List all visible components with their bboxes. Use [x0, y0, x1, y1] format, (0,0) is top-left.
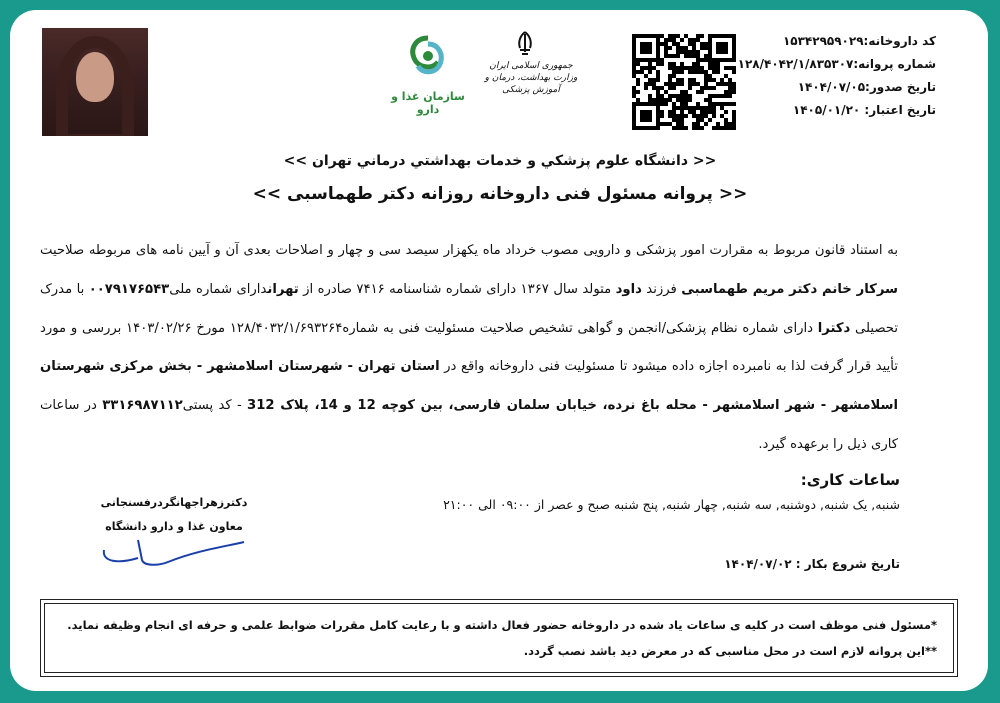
degree: دکترا — [817, 320, 851, 336]
holder-name: سرکار خانم دکتر مریم طهماسبی — [681, 281, 898, 297]
ministry-line2: وزارت بهداشت، درمان و آموزش پزشکی — [484, 73, 578, 95]
body-p3: متولد سال ۱۳۶۷ دارای شماره شناسنامه ۷۴۱۶ صادره از — [298, 281, 616, 297]
notes-inner-border — [44, 603, 954, 673]
father-name: داود — [615, 281, 642, 297]
birth-city: تهران — [267, 281, 299, 297]
iran-emblem-icon — [514, 30, 536, 56]
body-p7: - کد پستی — [182, 398, 248, 414]
note-2: **این پروانه لازم است در محل مناسبی که در معرض دید باشد نصب گردد. — [523, 644, 937, 658]
license-number: شماره پروانه:۱۲۸/۴۰۴۲/۱/۸۳۵۳۰۷ — [737, 57, 936, 71]
pharmacy-code: کد داروخانه:۱۵۳۴۲۹۵۹۰۲۹ — [782, 34, 936, 48]
logos-area — [388, 28, 588, 118]
license-body — [40, 232, 898, 465]
body-p8: در ساعات کاری ذیل را برعهده گیرد. — [40, 398, 898, 452]
postal-code: ۳۳۱۶۹۸۷۱۱۲ — [102, 398, 183, 414]
body-p2: فرزند — [641, 281, 682, 297]
body-p1: به استناد قانون مربوط به مقرارت امور پزشکی و دارویی مصوب خرداد ماه یکهزار سیصد سی و چهار و اصلاحات بعدی آن و آیین نامه های مربوطه صلاحیت — [40, 243, 898, 258]
license-title: << پروانه مسئول فنی داروخانه روزانه دکتر طهماسبی >> — [252, 184, 748, 204]
license-info — [738, 30, 936, 122]
notes-box — [40, 599, 958, 677]
ministry-line1: جمهوری اسلامی ایران — [489, 61, 573, 71]
ministry-text — [476, 60, 586, 96]
signatory-name: دکترزهراجهانگردرفسنجانی — [100, 496, 248, 509]
body-p4: دارای شماره ملی — [169, 281, 268, 297]
signature-mark-icon — [98, 520, 248, 570]
start-date: تاریخ شروع بکار : ۱۴۰۴/۰۷/۰۲ — [724, 557, 900, 571]
note-1: *مسئول فنی موظف است در کلیه ی ساعات یاد شده در داروخانه حضور فعال داشته و با رعایت کامل مقررات ضوابط علمی و حرفه ای انجام وظیفه نماید. — [67, 618, 937, 632]
national-id: ۰۰۷۹۱۷۶۵۴۳ — [88, 281, 170, 297]
university-heading: << دانشگاه علوم پزشكي و خدمات بهداشتي درماني تهران >> — [283, 153, 717, 169]
fda-text: سازمان غذا و دارو — [391, 90, 465, 116]
expiry-date: تاریخ اعتبار: ۱۴۰۵/۰۱/۲۰ — [792, 103, 936, 117]
working-hours-title: ساعات کاری: — [800, 471, 900, 489]
body-p6: دارای شماره نظام پزشکی/انجمن و گواهی تشخیص صلاحیت مسئولیت فنی به شماره۱۲۸/۴۰۳۲/۱/۶۹۳۲۶۴ مورخ ۱۴۰۳/۰۲/۲۶ بررسی و مورد تأیید قرار گرفت لذا به نامبرده اجازه داده میشود تا مسئولیت فنی داروخانه واقع در — [40, 320, 898, 375]
signatory-role: معاون غذا و دارو دانشگاه — [105, 520, 243, 533]
fda-logo-icon — [406, 34, 450, 78]
holder-photo — [42, 28, 148, 136]
working-hours-text: شنبه, یک شنبه, دوشنبه, سه شنبه, چهار شنبه, پنج شنبه صبح و عصر از ۰۹:۰۰ الی ۲۱:۰۰ — [443, 497, 900, 512]
body-p5: با مدرک تحصیلی — [40, 281, 898, 336]
qr-code-icon — [632, 34, 736, 130]
pharmacy-address: استان تهران - شهرستان اسلامشهر - بخش مرکزی شهرستان اسلامشهر - شهر اسلامشهر - محله باغ نرده، خیابان سلمان فارسی، بین کوچه 12 و 14، پلاک 312 — [40, 359, 898, 414]
photo-face — [76, 52, 114, 102]
issue-date: تاریخ صدور:۱۴۰۴/۰۷/۰۵ — [797, 80, 936, 94]
